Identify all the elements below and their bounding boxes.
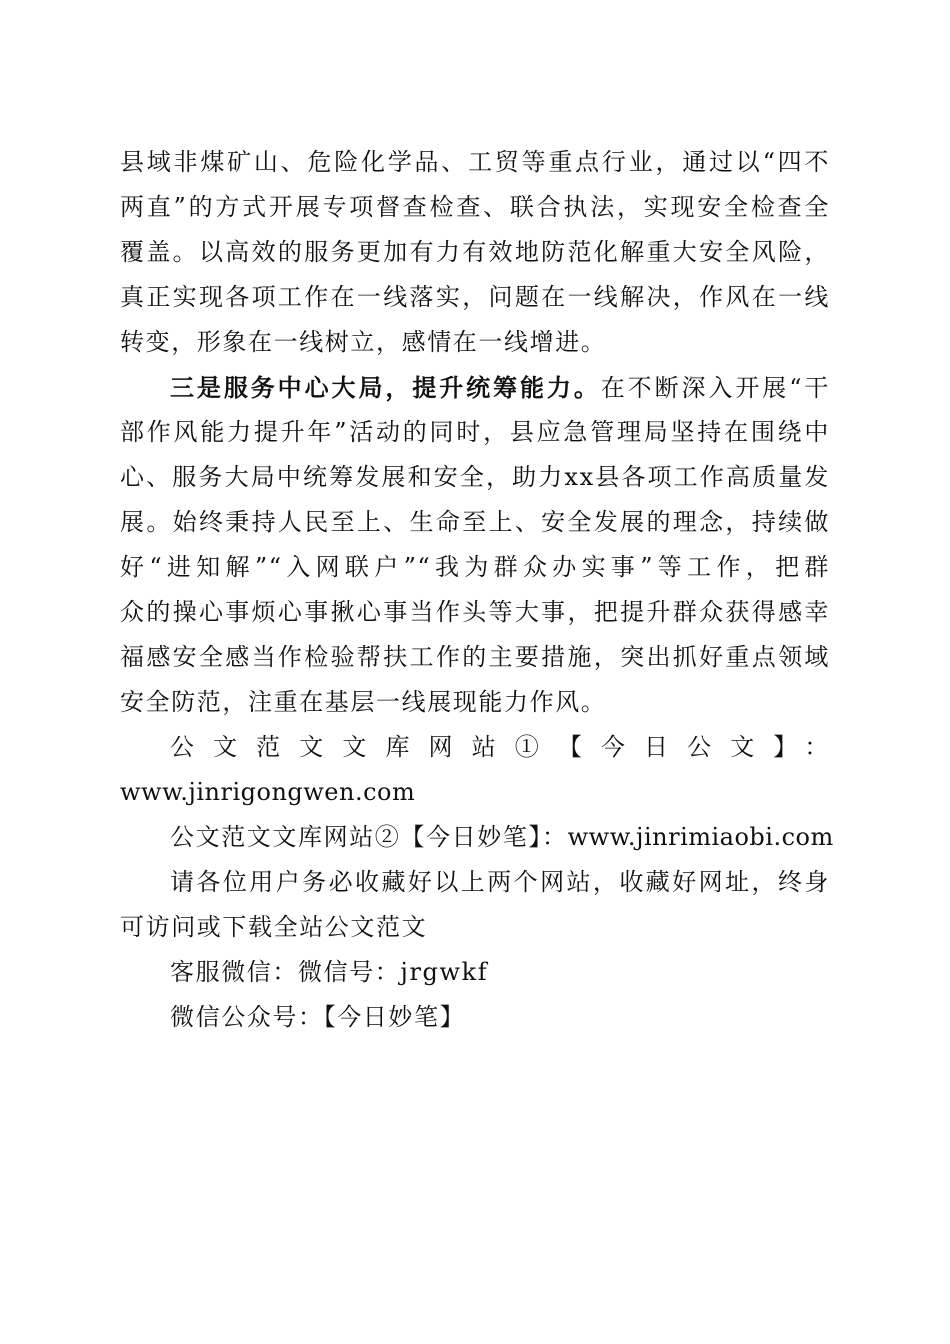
paragraph-lead: 三是服务中心大局，提升统筹能力。	[170, 373, 601, 402]
paragraph-2	[120, 365, 830, 725]
text-line	[120, 365, 830, 410]
text-line: 转变，形象在一线树立，感情在一线增进。	[120, 328, 607, 356]
wechat-service: 客服微信：微信号：jrgwkf	[170, 958, 489, 986]
text-line: 县域非煤矿山、危险化学品、工贸等重点行业，通过以“四不	[120, 148, 830, 176]
text-line: 安全防范，注重在基层一线展现能力作风。	[120, 688, 607, 716]
notice-line: 请各位用户务必收藏好以上两个网站，收藏好网址，终身	[170, 868, 830, 896]
text-line: 众的操心事烦心事揪心事当作头等大事，把提升群众获得感幸	[120, 598, 830, 626]
site2-line	[120, 815, 834, 860]
notice-line: 可访问或下载全站公文范文	[120, 913, 428, 941]
paragraph-lead-rest: 在不断深入开展“干	[600, 374, 830, 402]
wechat-public: 微信公众号：【今日妙笔】	[170, 1003, 466, 1031]
text-line: 部作风能力提升年”活动的同时，县应急管理局坚持在围绕中	[120, 418, 830, 446]
site1-label: 公文范文文库网站①【今日公文】：	[170, 733, 830, 761]
site2-label: 公文范文文库网站②【今日妙笔】：	[170, 823, 568, 851]
text-line: 两直”的方式开展专项督查检查、联合执法，实现安全检查全	[120, 193, 830, 221]
footer-notes	[120, 725, 834, 1040]
text-line: 真正实现各项工作在一线落实，问题在一线解决，作风在一线	[120, 283, 830, 311]
text-line: 福感安全感当作检验帮扶工作的主要措施，突出抓好重点领域	[120, 643, 830, 671]
site2-url[interactable]: www.jinrimiaobi.com	[567, 823, 834, 851]
paragraph-1	[120, 140, 830, 365]
site1-url[interactable]: www.jinrigongwen.com	[120, 778, 416, 806]
text-line: 心、服务大局中统筹发展和安全，助力xx县各项工作高质量发	[120, 463, 830, 491]
text-line: 展。始终秉持人民至上、生命至上、安全发展的理念，持续做	[120, 508, 830, 536]
text-line: 好“进知解”“入网联户”“我为群众办实事”等工作，把群	[120, 553, 830, 581]
document-page	[120, 140, 834, 1040]
text-line: 覆盖。以高效的服务更加有力有效地防范化解重大安全风险，	[120, 238, 830, 266]
